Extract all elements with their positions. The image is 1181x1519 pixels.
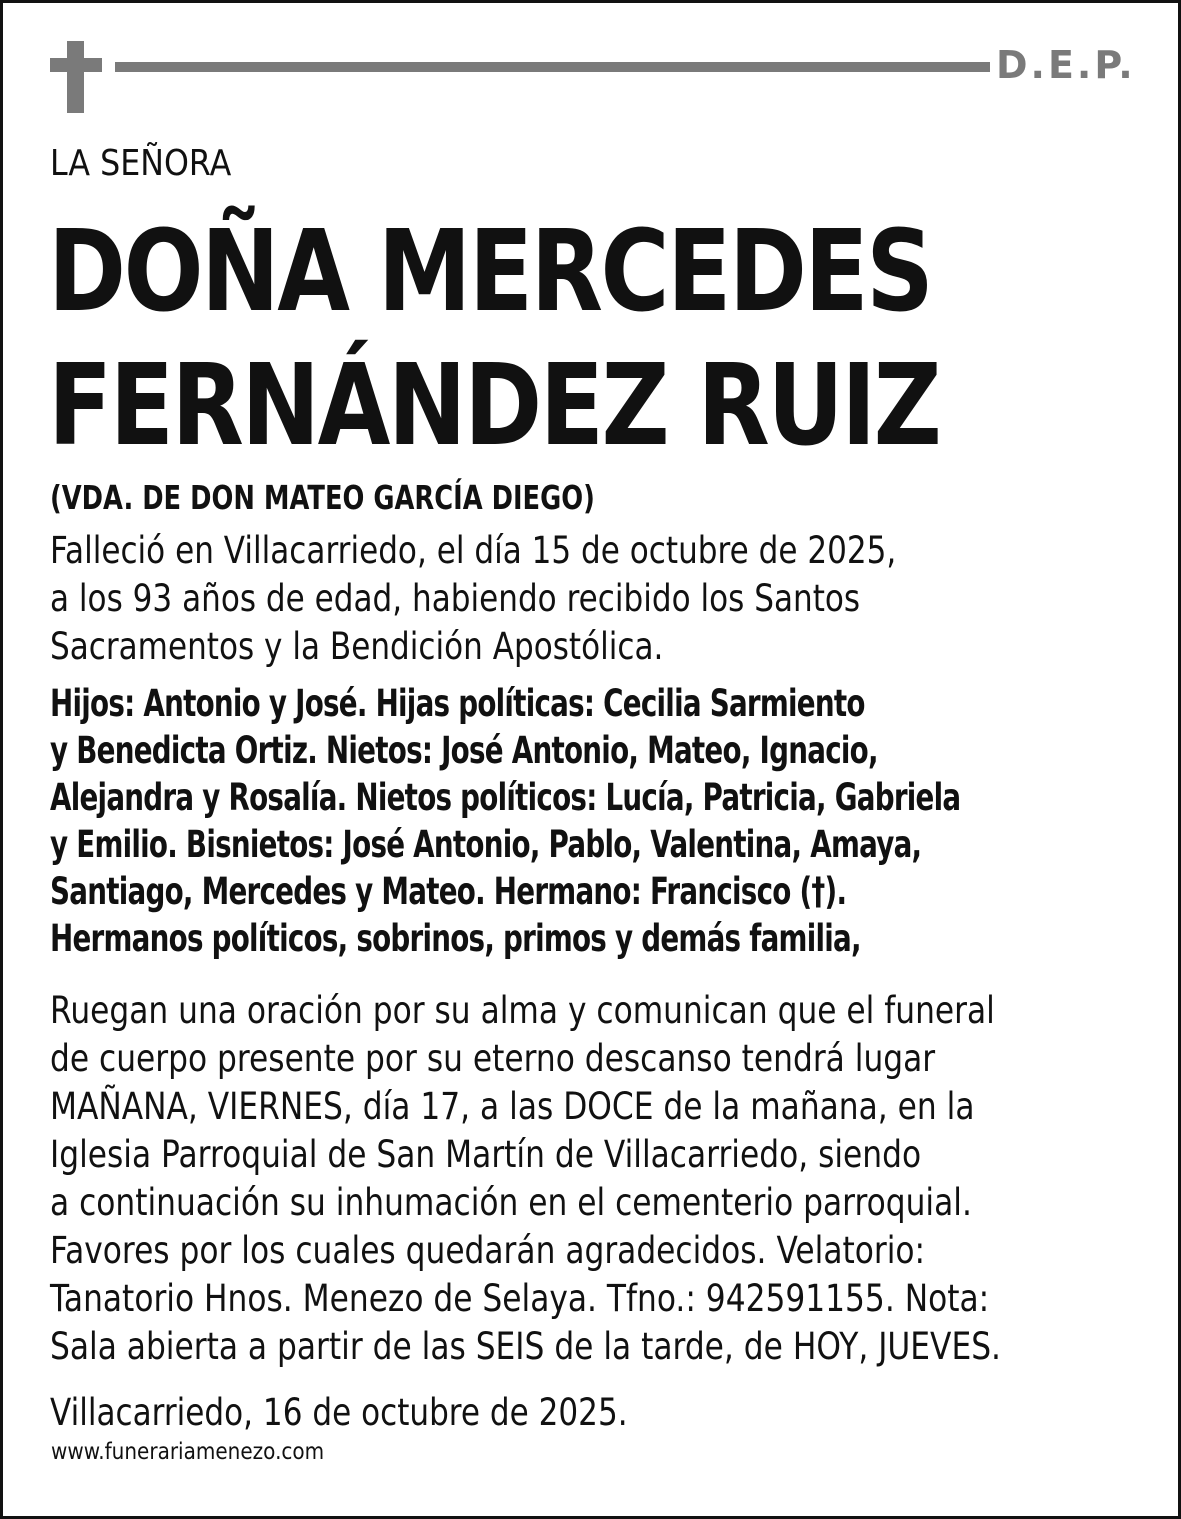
text-line: a los 93 años de edad, habiendo recibido los Santos xyxy=(50,577,861,620)
website-url: www.funerariamenezo.com xyxy=(51,1439,325,1465)
text-line: Iglesia Parroquial de San Martín de Villacarriedo, siendo xyxy=(50,1133,922,1176)
text-line: Alejandra y Rosalía. Nietos políticos: Lucía, Patricia, Gabriela xyxy=(50,776,961,819)
text-line: y Benedicta Ortiz. Nietos: José Antonio, Mateo, Ignacio, xyxy=(50,729,878,772)
text-line: y Emilio. Bisnietos: José Antonio, Pablo, Valentina, Amaya, xyxy=(50,823,922,866)
widow-of: (VDA. DE DON MATEO GARCÍA DIEGO) xyxy=(50,478,595,517)
dep-label: D.E.P. xyxy=(996,43,1136,87)
text-line: Falleció en Villacarriedo, el día 15 de octubre de 2025, xyxy=(50,529,897,572)
text-line: de cuerpo presente por su eterno descanso tendrá lugar xyxy=(50,1037,936,1080)
text-line: Sala abierta a partir de las SEIS de la tarde, de HOY, JUEVES. xyxy=(50,1325,1001,1368)
text-line: Favores por los cuales quedarán agradecidos. Velatorio: xyxy=(50,1229,926,1272)
family-paragraph xyxy=(50,680,960,962)
funeral-paragraph xyxy=(50,987,1001,1371)
dateline: Villacarriedo, 16 de octubre de 2025. xyxy=(50,1391,628,1434)
text-line: Hijos: Antonio y José. Hijas políticas: Cecilia Sarmiento xyxy=(50,682,865,725)
deceased-name-line: FERNÁNDEZ RUIZ xyxy=(48,341,940,471)
death-notice-paragraph xyxy=(50,527,896,671)
deceased-name-line: DOÑA MERCEDES xyxy=(48,207,932,337)
text-line: Hermanos políticos, sobrinos, primos y demás familia, xyxy=(50,917,861,960)
deceased-name xyxy=(48,205,939,473)
text-line: Ruegan una oración por su alma y comunican que el funeral xyxy=(50,989,995,1032)
text-line: MAÑANA, VIERNES, día 17, a las DOCE de la mañana, en la xyxy=(50,1085,975,1128)
text-line: Santiago, Mercedes y Mateo. Hermano: Francisco (†). xyxy=(50,870,847,913)
header-rule xyxy=(115,62,990,72)
latin-cross-icon xyxy=(50,41,102,113)
honorific: LA SEÑORA xyxy=(50,143,232,184)
text-line: Sacramentos y la Bendición Apostólica. xyxy=(50,625,664,668)
text-line: a continuación su inhumación en el cementerio parroquial. xyxy=(50,1181,972,1224)
text-line: Tanatorio Hnos. Menezo de Selaya. Tfno.: 942591155. Nota: xyxy=(50,1277,990,1320)
